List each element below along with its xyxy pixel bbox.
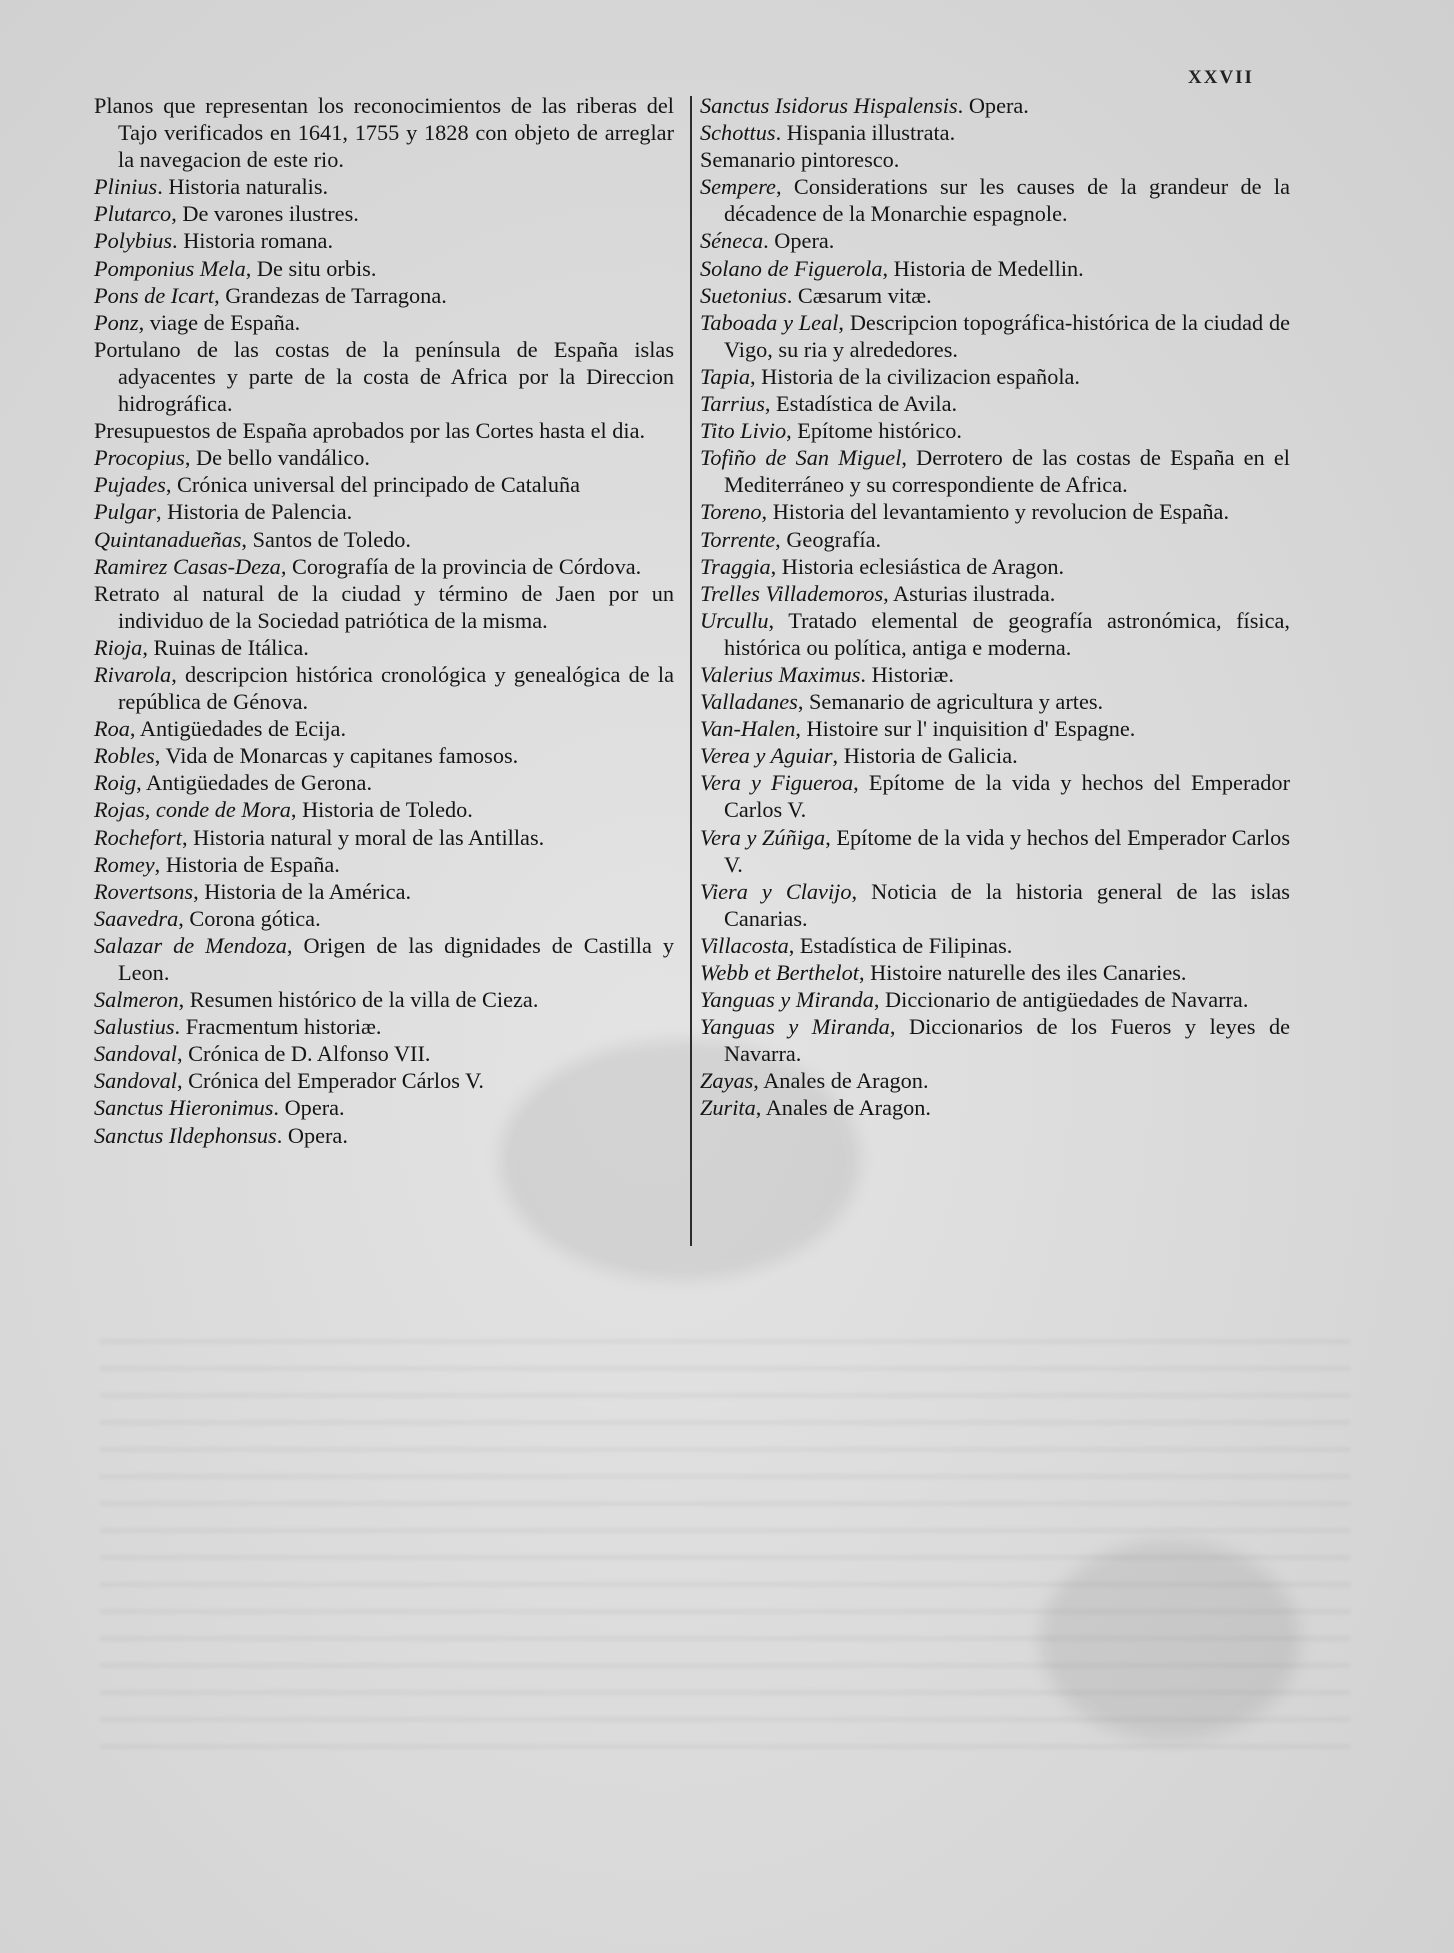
bibliography-entry (700, 769, 1290, 823)
bibliography-entry (94, 417, 674, 444)
entry-separator: , (154, 743, 166, 769)
entry-title: Epítome histórico. (797, 418, 963, 444)
entry-separator: , (853, 770, 869, 796)
entry-title: Historia del levantamiento y revolucion de España. (772, 499, 1230, 525)
entry-title: Santos de Toledo. (252, 526, 411, 552)
entry-author: Yanguas y Miranda (700, 1014, 890, 1040)
entry-author: Webb et Berthelot (700, 960, 859, 985)
entry-title: Retrato al natural de la ciudad y término de Jaen por un individuo de la Sociedad patriótica de la misma. (94, 580, 674, 633)
entry-separator: , (178, 987, 190, 1013)
bibliography-entry (94, 1040, 674, 1067)
entry-author: Solano de Figuerola (700, 255, 883, 281)
bibliography-entry (94, 471, 674, 498)
entry-title: Antigüedades de Ecija. (139, 716, 347, 742)
bibliography-entry (94, 824, 674, 851)
entry-author: Villacosta (700, 932, 789, 958)
bibliography-entry (700, 255, 1290, 282)
bibliography-entry (94, 336, 674, 417)
entry-title: Presupuestos de España aprobados por las Cortes hasta el dia. (94, 418, 646, 444)
bibliography-left-column (94, 92, 674, 1149)
entry-title: Portulano de las costas de la península de España islas adyacentes y parte de la costa de Africa por la Direccion hidrográfica. (94, 336, 674, 417)
entry-separator: , (770, 553, 782, 579)
entry-author: Yanguas y Miranda (700, 987, 874, 1013)
bibliography-entry (94, 92, 674, 173)
entry-author: Zurita (700, 1095, 756, 1121)
bibliography-entry (94, 526, 674, 553)
entry-separator: , (883, 580, 894, 606)
entry-title: Histoire sur l' inquisition d' Espagne. (806, 716, 1136, 742)
entry-author: Vera y Figueroa (700, 770, 854, 796)
entry-separator: , (155, 499, 168, 525)
entry-author: Procopius (94, 445, 185, 471)
entry-title: Considerations sur les causes de la grandeur de la décadence de la Monarchie espagnole. (724, 174, 1290, 227)
entry-author: Rivarola (94, 661, 172, 687)
entry-title: Anales de Aragon. (763, 1068, 929, 1094)
bibliography-entry (94, 498, 674, 525)
bibliography-entry (94, 905, 674, 932)
entry-author: Torrente (700, 526, 776, 552)
entry-title: viage de España. (149, 309, 301, 335)
entry-separator: . (273, 1095, 285, 1121)
bibliography-entry (94, 796, 674, 823)
entry-author: Polybius (94, 228, 173, 254)
bibliography-entry (700, 227, 1290, 254)
entry-author: Tito Livio (700, 418, 787, 444)
entry-author: Roa (94, 716, 130, 742)
entry-author: Plutarco (94, 201, 172, 227)
entry-separator: , (750, 363, 762, 389)
entry-author: Toreno (700, 499, 762, 525)
entry-author: Rochefort (94, 824, 182, 850)
bibliography-entry (700, 932, 1290, 959)
entry-author: Sempere (700, 174, 776, 200)
entry-title: Historia de la América. (204, 878, 412, 904)
entry-separator: , (775, 174, 794, 200)
bibliography-entry (700, 173, 1290, 227)
entry-author: Rioja (94, 634, 143, 660)
entry-separator: , (795, 716, 807, 742)
page-number: XXVII (1188, 67, 1254, 88)
entry-author: Saavedra (94, 905, 179, 931)
bibliography-entry (700, 390, 1290, 417)
bibliography-entry (700, 1013, 1290, 1067)
bibliography-entry (94, 553, 674, 580)
entry-title: Estadística de Avila. (776, 391, 958, 417)
entry-author: Salustius (94, 1014, 175, 1040)
entry-title: Diccionarios de los Fueros y leyes de Navarra. (724, 1014, 1291, 1067)
entry-title: Crónica del Emperador Cárlos V. (188, 1068, 484, 1094)
entry-title: Historiæ. (871, 661, 954, 687)
bibliography-entry (94, 661, 674, 715)
entry-title: Corografía de la provincia de Córdova. (292, 553, 642, 579)
entry-title: Historia de Palencia. (167, 499, 353, 525)
entry-separator: . (860, 661, 872, 687)
entry-author: Zayas (700, 1068, 754, 1094)
entry-separator: . (763, 228, 775, 254)
entry-author: Pons de Icart (94, 282, 215, 308)
entry-title: Historia natural y moral de las Antillas. (193, 824, 545, 850)
bibliography-entry (94, 742, 674, 769)
entry-separator: , (825, 824, 837, 850)
entry-author: Tapia (700, 363, 750, 389)
bibliography-entry (700, 824, 1290, 878)
entry-author: Pujades (94, 472, 166, 498)
entry-separator: , (245, 255, 257, 281)
entry-author: Urcullu (700, 607, 769, 633)
entry-title: De bello vandálico. (196, 445, 370, 471)
entry-separator: , (768, 607, 789, 633)
bibliography-entry (94, 444, 674, 471)
entry-author: Valerius Maximus (700, 661, 861, 687)
entry-title: Estadística de Filipinas. (799, 932, 1013, 958)
bibliography-entry (94, 309, 674, 336)
entry-title: Opera. (968, 93, 1029, 118)
entry-title: descripcion histórica cronológica y genealógica de la república de Génova. (118, 661, 674, 715)
entry-title: Corona gótica. (189, 905, 321, 931)
entry-separator: , (171, 201, 183, 227)
entry-separator: , (241, 526, 253, 552)
bibliography-entry (700, 444, 1290, 498)
entry-title: Semanario pintoresco. (700, 147, 900, 173)
bibliography-entry (700, 309, 1290, 363)
bibliography-entry (94, 1094, 674, 1121)
entry-author: Pomponius Mela (94, 255, 246, 281)
entry-author: Sanctus Ildephonsus (94, 1122, 277, 1148)
column-divider (690, 96, 692, 1246)
entry-author: Ramirez Casas-Deza (94, 553, 281, 579)
entry-author: Rojas, conde de Mora (94, 797, 291, 823)
entry-separator: , (901, 445, 917, 471)
entry-author: Van-Halen (700, 716, 796, 742)
entry-author: Schottus (700, 120, 776, 146)
entry-author: Salmeron (94, 987, 179, 1013)
entry-separator: , (882, 255, 894, 281)
bibliography-entry (700, 146, 1290, 173)
bibliography-entry (94, 1122, 674, 1149)
entry-title: Opera. (284, 1095, 345, 1121)
entry-separator: . (174, 1014, 186, 1040)
entry-separator: , (753, 1068, 764, 1094)
entry-separator: , (873, 987, 886, 1013)
entry-separator: , (154, 851, 166, 877)
bibliography-entry (700, 526, 1290, 553)
entry-title: Antigüedades de Gerona. (146, 770, 373, 796)
entry-author: Sandoval (94, 1041, 177, 1067)
entry-separator: , (142, 634, 154, 660)
entry-author: Sandoval (94, 1068, 177, 1094)
entry-separator: , (286, 932, 304, 958)
entry-separator: , (832, 743, 844, 769)
bibliography-entry (700, 363, 1290, 390)
entry-separator: , (797, 689, 810, 715)
bibliography-entry (700, 580, 1290, 607)
entry-title: Resumen histórico de la villa de Cieza. (189, 987, 539, 1013)
entry-author: Pulgar (94, 499, 156, 525)
entry-separator: , (193, 878, 205, 904)
bibliography-entry (94, 282, 674, 309)
entry-title: Descripcion topográfica-histórica de la ciudad de Vigo, su ria y alrededores. (724, 309, 1290, 362)
entry-title: Epítome de la vida y hechos del Emperador Carlos V. (724, 770, 1290, 823)
entry-separator: . (775, 120, 787, 146)
bibliography-entry (700, 1067, 1290, 1094)
entry-separator: , (138, 309, 150, 335)
entry-title: Epítome de la vida y hechos del Emperador Carlos V. (724, 824, 1291, 877)
entry-separator: , (171, 661, 186, 687)
entry-separator: . (786, 282, 798, 308)
paper-stain (1040, 1540, 1300, 1740)
bibliography-entry (700, 878, 1290, 932)
bibliography-right-column (700, 92, 1290, 1122)
bibliography-entry (94, 1013, 674, 1040)
entry-title: Historia de Medellin. (893, 255, 1084, 281)
entry-author: Robles (94, 743, 155, 769)
entry-author: Tarrius (700, 391, 765, 417)
bibliography-entry (94, 715, 674, 742)
entry-author: Traggia (700, 553, 771, 579)
entry-separator: . (172, 228, 184, 254)
entry-title: Crónica universal del principado de Cataluña (177, 472, 581, 498)
entry-separator: , (214, 282, 226, 308)
entry-separator: . (157, 174, 169, 200)
entry-author: Tofiño de San Miguel (700, 445, 902, 471)
entry-title: De varones ilustres. (182, 201, 359, 227)
entry-author: Salazar de Mendoza (94, 932, 287, 958)
entry-title: Historia de Galicia. (843, 743, 1018, 769)
bibliography-entry (94, 769, 674, 796)
bibliography-entry (94, 851, 674, 878)
entry-title: Asturias ilustrada. (893, 580, 1056, 606)
entry-separator: , (761, 499, 773, 525)
bibliography-entry (94, 878, 674, 905)
entry-title: Opera. (287, 1122, 348, 1148)
entry-title: Historia de la civilizacion española. (761, 363, 1081, 389)
entry-separator: , (181, 824, 194, 850)
entry-separator: , (755, 1095, 766, 1121)
entry-author: Vera y Zúñiga (700, 824, 826, 850)
entry-separator: , (788, 932, 800, 958)
entry-separator: , (838, 309, 850, 335)
entry-author: Quintanadueñas (94, 526, 242, 552)
bibliography-entry (94, 255, 674, 282)
entry-separator: , (136, 770, 147, 796)
entry-separator: , (786, 418, 798, 444)
entry-title: Ruinas de Itálica. (153, 634, 309, 660)
entry-author: Trelles Villademoros (700, 580, 884, 606)
entry-separator: , (165, 472, 177, 498)
bibliography-entry (700, 498, 1290, 525)
entry-title: Historia de Toledo. (302, 797, 473, 823)
entry-title: Historia romana. (183, 228, 334, 254)
entry-title: Fracmentum historiæ. (185, 1014, 382, 1040)
bibliography-entry (700, 553, 1290, 580)
entry-title: Histoire naturelle des iles Canaries. (870, 960, 1187, 985)
bibliography-entry (700, 282, 1290, 309)
entry-author: Taboada y Leal (700, 309, 839, 335)
entry-separator: , (184, 445, 196, 471)
entry-title: Derrotero de las costas de España en el Mediterráneo y su correspondiente de Africa. (724, 445, 1290, 498)
entry-title: Grandezas de Tarragona. (225, 282, 447, 308)
entry-separator: . (957, 93, 969, 118)
bibliography-entry (94, 1067, 674, 1094)
entry-author: Verea y Aguiar (700, 743, 833, 769)
entry-title: Historia de España. (165, 851, 340, 877)
entry-separator: , (280, 553, 292, 579)
entry-author: Romey (94, 851, 155, 877)
entry-author: Sanctus Hieronimus (94, 1095, 274, 1121)
entry-separator: , (775, 526, 787, 552)
bibliography-entry (700, 661, 1290, 688)
entry-title: Historia naturalis. (168, 174, 329, 200)
entry-separator: . (276, 1122, 288, 1148)
entry-separator: , (290, 797, 303, 823)
entry-author: Séneca (700, 228, 764, 254)
bibliography-entry (700, 715, 1290, 742)
entry-separator: , (176, 1041, 189, 1067)
entry-title: Historia eclesiástica de Aragon. (781, 553, 1065, 579)
bibliography-entry (700, 607, 1290, 661)
bibliography-entry (94, 634, 674, 661)
bibliography-entry (700, 986, 1290, 1013)
bibliography-entry (700, 119, 1290, 146)
entry-separator: , (129, 716, 140, 742)
bibliography-entry (94, 227, 674, 254)
bibliography-entry (700, 742, 1290, 769)
bibliography-entry (94, 986, 674, 1013)
entry-author: Viera y Clavijo (700, 878, 852, 904)
entry-title: De situ orbis. (256, 255, 377, 281)
entry-title: Geografía. (786, 526, 882, 552)
bibliography-entry (700, 688, 1290, 715)
entry-author: Plinius (94, 174, 158, 200)
entry-author: Sanctus Isidorus Hispalensis (700, 93, 958, 118)
entry-title: Anales de Aragon. (765, 1095, 932, 1121)
entry-separator: , (764, 391, 777, 417)
entry-separator: , (178, 905, 190, 931)
bibliography-entry (700, 417, 1290, 444)
entry-title: Crónica de D. Alfonso VII. (188, 1041, 431, 1067)
entry-title: Noticia de la historia general de las islas Canarias. (724, 878, 1290, 931)
bibliography-entry (94, 200, 674, 227)
entry-author: Rovertsons (94, 878, 194, 904)
bibliography-entry (700, 959, 1290, 986)
entry-title: Vida de Monarcas y capitanes famosos. (165, 743, 519, 769)
bibliography-entry (94, 580, 674, 634)
entry-author: Suetonius (700, 282, 787, 308)
entry-title: Tratado elemental de geografía astronómica, física, histórica ou política, antiga e moderna. (724, 607, 1290, 660)
entry-title: Origen de las dignidades de Castilla y Leon. (118, 932, 675, 985)
entry-title: Opera. (774, 228, 835, 254)
entry-separator: , (176, 1068, 189, 1094)
entry-author: Valladanes (700, 689, 798, 715)
entry-separator: , (851, 878, 872, 904)
bibliography-entry (700, 1094, 1290, 1121)
bibliography-entry (700, 92, 1290, 119)
entry-separator: , (889, 1014, 909, 1040)
entry-author: Ponz (94, 309, 139, 335)
entry-title: Semanario de agricultura y artes. (809, 689, 1104, 715)
entry-title: Hispania illustrata. (786, 120, 956, 146)
entry-title: Planos que representan los reconocimientos de las riberas del Tajo verificados en 1641, 1755 y 1828 con objeto de arreglar la navegacion de este rio. (94, 93, 674, 173)
bibliography-entry (94, 173, 674, 200)
entry-author: Roig (94, 770, 137, 796)
entry-title: Diccionario de antigüedades de Navarra. (885, 987, 1249, 1013)
entry-separator: , (858, 960, 871, 985)
bibliography-entry (94, 932, 674, 986)
entry-title: Cæsarum vitæ. (797, 282, 932, 308)
